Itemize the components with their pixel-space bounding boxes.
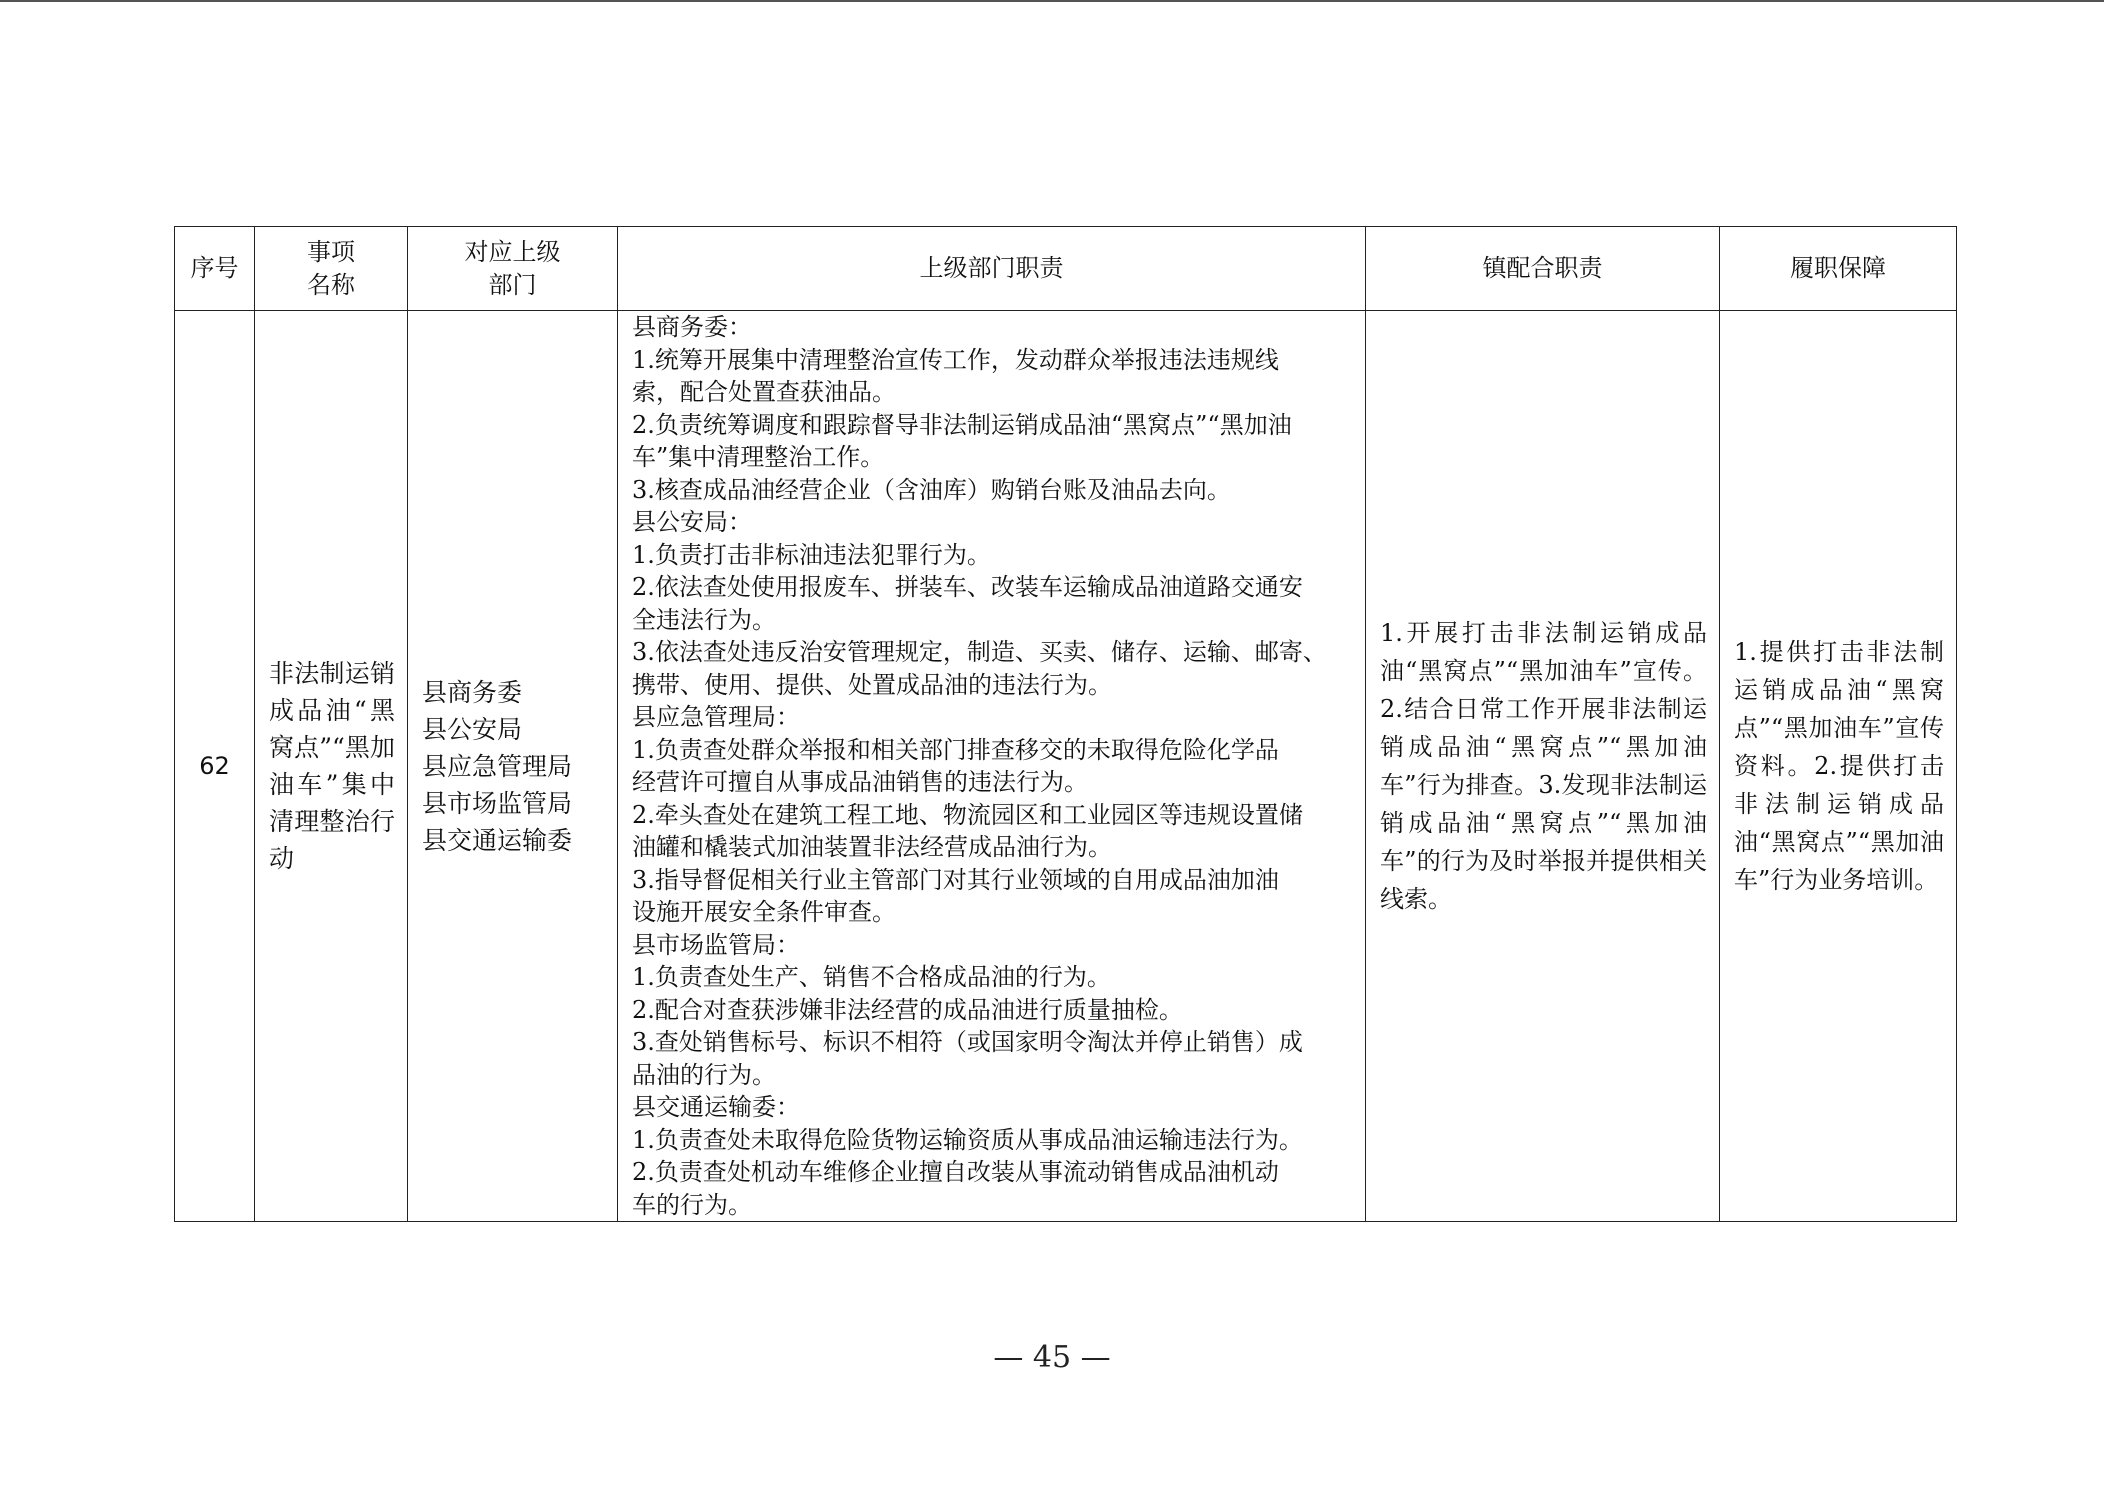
- duty-line: 3.指导督促相关行业主管部门对其行业领域的自用成品油加油: [632, 865, 1279, 894]
- header-seq: 序号: [175, 227, 255, 311]
- header-superior-dept-line-2: 部门: [488, 270, 537, 299]
- dept-public-security: 县公安局: [422, 714, 523, 744]
- duty-line: 县公安局：: [632, 508, 752, 536]
- header-item-name-line-1: 事项: [307, 238, 355, 266]
- duty-line: 1.负责查处未取得危险货物运输资质从事成品油运输违法行为。: [632, 1125, 1303, 1154]
- duty-line: 索，配合处置查获油品。: [632, 378, 896, 406]
- row-superior-depts: [408, 311, 618, 1222]
- duty-line: 车的行为。: [632, 1190, 752, 1219]
- header-superior-duty: 上级部门职责: [618, 227, 1366, 311]
- duty-line: 2.依法查处使用报废车、拼装车、改装车运输成品油道路交通安: [632, 573, 1303, 601]
- row-town-duty: 1.开展打击非法制运销成品油“黑窝点”“黑加油车”宣传。2.结合日常工作开展非法制运销成品油“黑窝点”“黑加油车”行为排查。3.发现非法制运销成品油“黑窝点”“黑加油车”的行为及时举报并提供相关线索。: [1366, 311, 1720, 1222]
- duty-line: 县交通运输委：: [632, 1093, 800, 1121]
- duty-line: 1.统筹开展集中清理整治宣传工作，发动群众举报违法违规线: [632, 345, 1279, 374]
- duty-line: 县市场监管局：: [632, 930, 800, 959]
- header-item-name: [255, 227, 408, 311]
- dept-transport: 县交通运输委: [422, 825, 573, 855]
- duty-line: 县应急管理局：: [632, 703, 800, 731]
- duty-line: 3.依法查处违反治安管理规定，制造、买卖、储存、运输、邮寄、: [632, 638, 1327, 666]
- duty-line: 2.牵头查处在建筑工程工地、物流园区和工业园区等违规设置储: [632, 800, 1303, 829]
- duty-line: 1.负责打击非标油违法犯罪行为。: [632, 540, 991, 569]
- duty-line: 全违法行为。: [632, 605, 776, 634]
- duty-line: 油罐和橇装式加油装置非法经营成品油行为。: [632, 833, 1112, 861]
- dept-market-supervision: 县市场监管局: [422, 788, 573, 818]
- top-border-line: [0, 0, 2104, 2]
- duty-line: 2.配合对查获涉嫌非法经营的成品油进行质量抽检。: [632, 995, 1183, 1024]
- duty-line: 1.负责查处生产、销售不合格成品油的行为。: [632, 963, 1111, 991]
- row-guarantee: 1.提供打击非法制运销成品油“黑窝点”“黑加油车”宣传资料。2.提供打击非法制运销成品油“黑窝点”“黑加油车”行为业务培训。: [1720, 311, 1957, 1222]
- header-superior-dept: [408, 227, 618, 311]
- duty-line: 携带、使用、提供、处置成品油的违法行为。: [632, 670, 1112, 699]
- duty-table: [174, 226, 1957, 1222]
- header-item-name-line-2: 名称: [307, 270, 355, 299]
- duty-line: 设施开展安全条件审查。: [632, 898, 896, 926]
- duty-line: 3.核查成品油经营企业（含油库）购销台账及油品去向。: [632, 475, 1231, 504]
- dept-emergency: 县应急管理局: [422, 751, 573, 781]
- header-guarantee: 履职保障: [1720, 227, 1957, 311]
- duty-line: 经营许可擅自从事成品油销售的违法行为。: [632, 768, 1088, 796]
- duty-line: 2.负责查处机动车维修企业擅自改装从事流动销售成品油机动: [632, 1158, 1279, 1186]
- duty-line: 品油的行为。: [632, 1060, 776, 1089]
- duty-line: 县商务委：: [632, 313, 752, 341]
- header-town-duty: 镇配合职责: [1366, 227, 1720, 311]
- dept-commerce: 县商务委: [422, 677, 523, 707]
- duty-line: 1.负责查处群众举报和相关部门排查移交的未取得危险化学品: [632, 735, 1279, 764]
- page-number: — 45 —: [993, 1340, 1111, 1375]
- duty-line: 2.负责统筹调度和跟踪督导非法制运销成品油“黑窝点”“黑加油: [632, 410, 1292, 439]
- duty-line: 车”集中清理整治工作。: [632, 443, 885, 471]
- row-item-name: 非法制运销成品油“黑窝点”“黑加油车”集中清理整治行动: [255, 311, 408, 1222]
- table-header-row: [175, 227, 1957, 311]
- table-row: [175, 311, 1957, 1222]
- header-superior-dept-line-1: 对应上级: [464, 238, 561, 266]
- duty-line: 3.查处销售标号、标识不相符（或国家明令淘汰并停止销售）成: [632, 1028, 1303, 1056]
- row-superior-duty: [618, 311, 1366, 1222]
- row-seq: 62: [175, 311, 255, 1222]
